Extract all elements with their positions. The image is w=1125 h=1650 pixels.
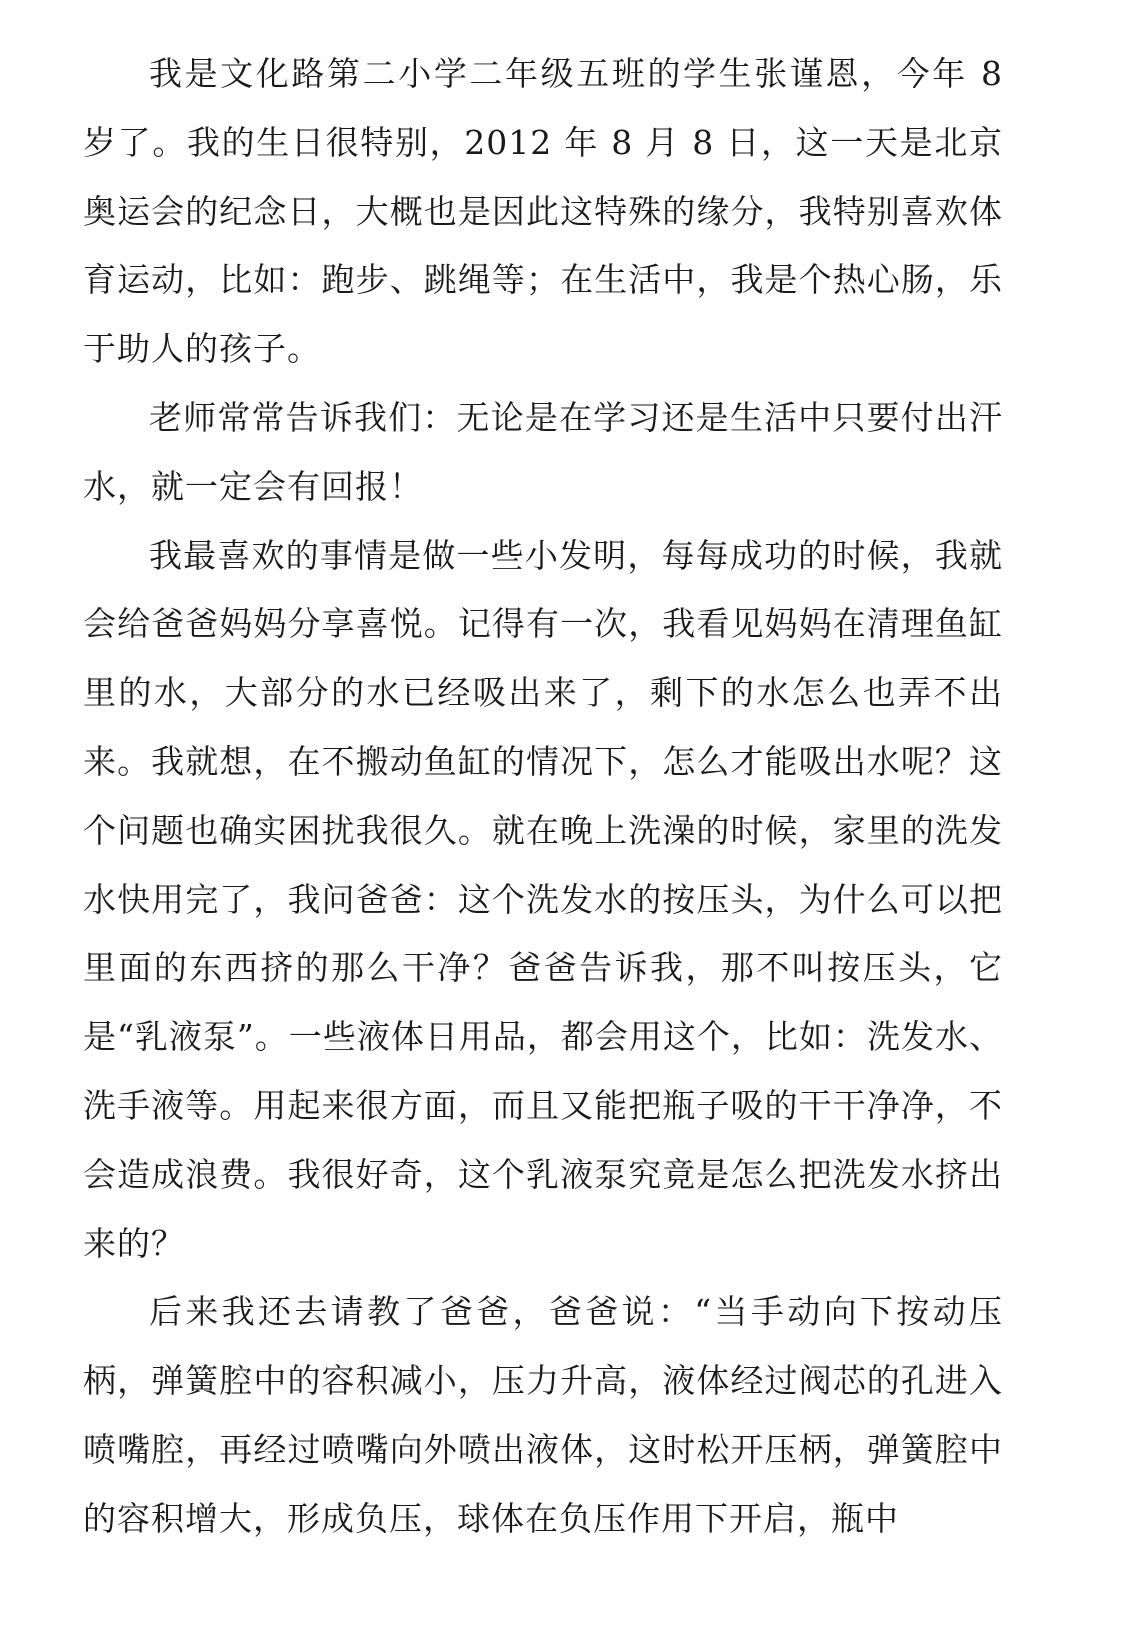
essay-body <box>83 40 1003 1554</box>
paragraph-intro: 我是文化路第二小学二年级五班的学生张谨恩，今年 8 岁了。我的生日很特别，2012 年 8 月 8 日，这一天是北京奥运会的纪念日，大概也是因此这特殊的缘分，我特别喜欢体育运动，比如：跑步、跳绳等；在生活中，我是个热心肠，乐于助人的孩子。 <box>83 54 1003 369</box>
paragraph-invention: 我最喜欢的事情是做一些小发明，每每成功的时候，我就会给爸爸妈妈分享喜悦。记得有一次，我看见妈妈在清理鱼缸里的水，大部分的水已经吸出来了，剩下的水怎么也弄不出来。我就想，在不搬动鱼缸的情况下，怎么才能吸出水呢？这个问题也确实困扰我很久。就在晚上洗澡的时候，家里的洗发水快用完了，我问爸爸：这个洗发水的按压头，为什么可以把里面的东西挤的那么干净？爸爸告诉我，那不叫按压头，它是“乳液泵”。一些液体日用品，都会用这个，比如：洗发水、洗手液等。用起来很方面，而且又能把瓶子吸的干干净净，不会造成浪费。我很好奇，这个乳液泵究竟是怎么把洗发水挤出来的？ <box>83 535 1003 1263</box>
paragraph-father-explanation: 后来我还去请教了爸爸，爸爸说：“当手动向下按动压柄，弹簧腔中的容积减小，压力升高，液体经过阀芯的孔进入喷嘴腔，再经过喷嘴向外喷出液体，这时松开压柄，弹簧腔中的容积增大，形成负压，球体在负压作用下开启，瓶中 <box>83 1292 1003 1538</box>
paragraph-teacher-quote: 老师常常告诉我们：无论是在学习还是生活中只要付出汗水，就一定会有回报！ <box>83 397 1003 506</box>
